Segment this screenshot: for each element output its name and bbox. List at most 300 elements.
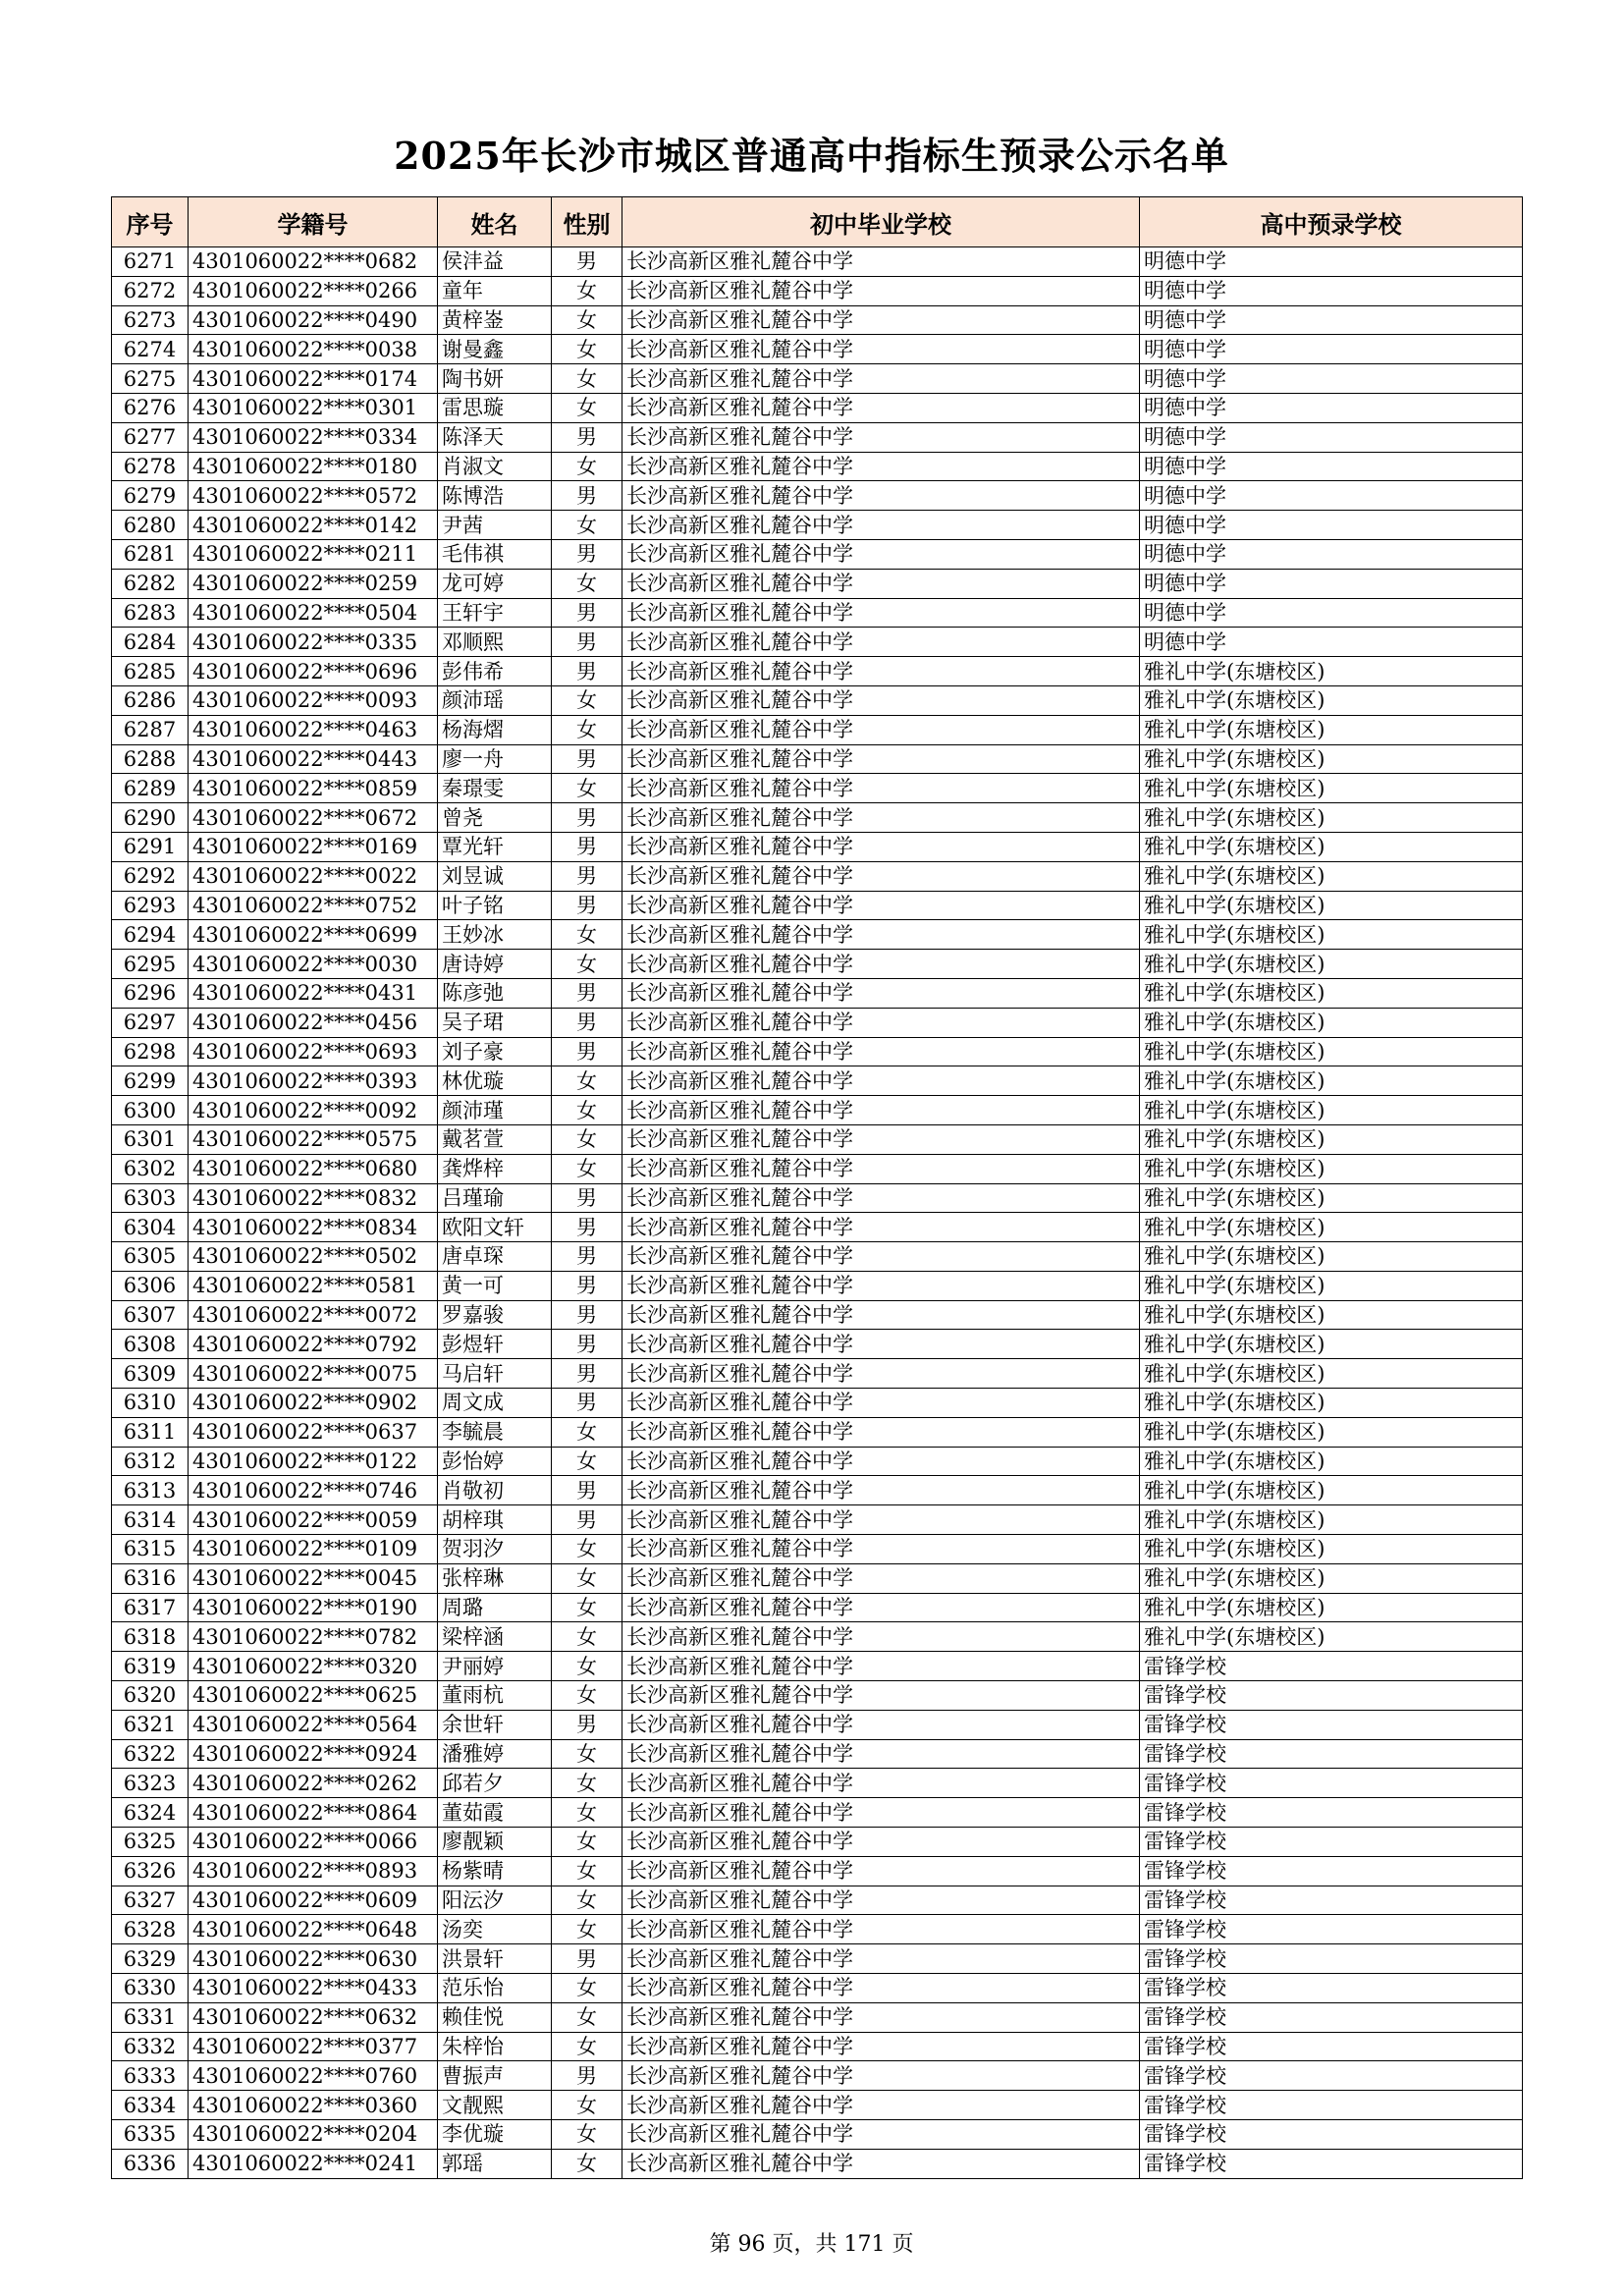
- cell-high-school: 雅礼中学(东塘校区): [1140, 861, 1523, 891]
- cell-student-id: 4301060022****0680: [189, 1154, 438, 1183]
- table-row: [112, 628, 1523, 657]
- cell-middle-school: 长沙高新区雅礼麓谷中学: [622, 452, 1140, 481]
- cell-high-school: 雅礼中学(东塘校区): [1140, 891, 1523, 920]
- cell-name: 曾尧: [438, 803, 552, 833]
- table-row: [112, 1359, 1523, 1389]
- cell-middle-school: 长沙高新区雅礼麓谷中学: [622, 1242, 1140, 1272]
- cell-name: 梁梓涵: [438, 1622, 552, 1652]
- admission-table: [111, 196, 1523, 2179]
- cell-gender: 女: [552, 1154, 622, 1183]
- table-row: [112, 1856, 1523, 1886]
- cell-gender: 女: [552, 1124, 622, 1154]
- cell-student-id: 4301060022****0672: [189, 803, 438, 833]
- cell-high-school: 雷锋学校: [1140, 1828, 1523, 1857]
- cell-name: 范乐怡: [438, 1974, 552, 2003]
- cell-name: 杨紫晴: [438, 1856, 552, 1886]
- cell-middle-school: 长沙高新区雅礼麓谷中学: [622, 803, 1140, 833]
- cell-serial: 6310: [112, 1389, 189, 1418]
- cell-high-school: 雷锋学校: [1140, 1769, 1523, 1798]
- cell-middle-school: 长沙高新区雅礼麓谷中学: [622, 393, 1140, 422]
- cell-gender: 女: [552, 2149, 622, 2178]
- cell-middle-school: 长沙高新区雅礼麓谷中学: [622, 2002, 1140, 2032]
- column-header: 初中毕业学校: [622, 197, 1140, 247]
- cell-gender: 男: [552, 481, 622, 511]
- cell-serial: 6316: [112, 1563, 189, 1593]
- cell-student-id: 4301060022****0637: [189, 1417, 438, 1447]
- cell-student-id: 4301060022****0266: [189, 276, 438, 305]
- cell-gender: 女: [552, 950, 622, 979]
- cell-serial: 6324: [112, 1798, 189, 1828]
- cell-middle-school: 长沙高新区雅礼麓谷中学: [622, 1798, 1140, 1828]
- cell-serial: 6323: [112, 1769, 189, 1798]
- table-row: [112, 1593, 1523, 1622]
- cell-middle-school: 长沙高新区雅礼麓谷中学: [622, 1213, 1140, 1242]
- cell-serial: 6308: [112, 1330, 189, 1359]
- cell-high-school: 明德中学: [1140, 422, 1523, 452]
- cell-middle-school: 长沙高新区雅礼麓谷中学: [622, 335, 1140, 364]
- cell-gender: 男: [552, 422, 622, 452]
- cell-high-school: 明德中学: [1140, 276, 1523, 305]
- cell-gender: 女: [552, 364, 622, 394]
- cell-serial: 6281: [112, 539, 189, 569]
- cell-high-school: 雅礼中学(东塘校区): [1140, 1096, 1523, 1125]
- cell-high-school: 雷锋学校: [1140, 1652, 1523, 1681]
- cell-gender: 男: [552, 1389, 622, 1418]
- cell-middle-school: 长沙高新区雅礼麓谷中学: [622, 774, 1140, 803]
- cell-serial: 6322: [112, 1739, 189, 1769]
- cell-gender: 男: [552, 891, 622, 920]
- cell-name: 罗嘉骏: [438, 1300, 552, 1330]
- cell-middle-school: 长沙高新区雅礼麓谷中学: [622, 1066, 1140, 1096]
- cell-middle-school: 长沙高新区雅礼麓谷中学: [622, 832, 1140, 861]
- cell-high-school: 雷锋学校: [1140, 1944, 1523, 1974]
- cell-name: 邱若夕: [438, 1769, 552, 1798]
- cell-middle-school: 长沙高新区雅礼麓谷中学: [622, 569, 1140, 598]
- cell-high-school: 明德中学: [1140, 539, 1523, 569]
- cell-high-school: 雅礼中学(东塘校区): [1140, 1183, 1523, 1213]
- table-row: [112, 1915, 1523, 1944]
- cell-student-id: 4301060022****0760: [189, 2061, 438, 2091]
- cell-middle-school: 长沙高新区雅礼麓谷中学: [622, 1476, 1140, 1505]
- cell-name: 龙可婷: [438, 569, 552, 598]
- cell-name: 王妙冰: [438, 920, 552, 950]
- cell-high-school: 雅礼中学(东塘校区): [1140, 657, 1523, 686]
- cell-middle-school: 长沙高新区雅礼麓谷中学: [622, 1330, 1140, 1359]
- cell-high-school: 雅礼中学(东塘校区): [1140, 1535, 1523, 1564]
- cell-gender: 女: [552, 1974, 622, 2003]
- cell-middle-school: 长沙高新区雅礼麓谷中学: [622, 891, 1140, 920]
- cell-serial: 6307: [112, 1300, 189, 1330]
- cell-gender: 男: [552, 247, 622, 277]
- cell-high-school: 雅礼中学(东塘校区): [1140, 1242, 1523, 1272]
- cell-middle-school: 长沙高新区雅礼麓谷中学: [622, 920, 1140, 950]
- cell-student-id: 4301060022****0320: [189, 1652, 438, 1681]
- table-row: [112, 1183, 1523, 1213]
- table-row: [112, 1008, 1523, 1037]
- cell-student-id: 4301060022****0211: [189, 539, 438, 569]
- cell-high-school: 雷锋学校: [1140, 1915, 1523, 1944]
- cell-serial: 6277: [112, 422, 189, 452]
- cell-high-school: 雅礼中学(东塘校区): [1140, 1447, 1523, 1476]
- table-row: [112, 950, 1523, 979]
- cell-serial: 6280: [112, 511, 189, 540]
- cell-high-school: 明德中学: [1140, 305, 1523, 335]
- table-row: [112, 2091, 1523, 2120]
- cell-gender: 女: [552, 1915, 622, 1944]
- cell-name: 李毓晨: [438, 1417, 552, 1447]
- column-header: 学籍号: [189, 197, 438, 247]
- cell-high-school: 雅礼中学(东塘校区): [1140, 1359, 1523, 1389]
- table-row: [112, 803, 1523, 833]
- cell-student-id: 4301060022****0433: [189, 1974, 438, 2003]
- cell-name: 彭怡婷: [438, 1447, 552, 1476]
- cell-name: 黄一可: [438, 1271, 552, 1300]
- table-row: [112, 978, 1523, 1008]
- cell-serial: 6286: [112, 685, 189, 715]
- cell-serial: 6301: [112, 1124, 189, 1154]
- cell-middle-school: 长沙高新区雅礼麓谷中学: [622, 1915, 1140, 1944]
- cell-student-id: 4301060022****0632: [189, 2002, 438, 2032]
- cell-serial: 6335: [112, 2120, 189, 2150]
- cell-serial: 6318: [112, 1622, 189, 1652]
- cell-middle-school: 长沙高新区雅礼麓谷中学: [622, 1622, 1140, 1652]
- cell-gender: 女: [552, 920, 622, 950]
- cell-high-school: 明德中学: [1140, 569, 1523, 598]
- table-row: [112, 1974, 1523, 2003]
- cell-serial: 6289: [112, 774, 189, 803]
- cell-gender: 女: [552, 1681, 622, 1711]
- cell-student-id: 4301060022****0463: [189, 715, 438, 744]
- cell-gender: 男: [552, 1710, 622, 1739]
- cell-middle-school: 长沙高新区雅礼麓谷中学: [622, 1389, 1140, 1418]
- cell-high-school: 雅礼中学(东塘校区): [1140, 715, 1523, 744]
- cell-gender: 男: [552, 978, 622, 1008]
- cell-student-id: 4301060022****0581: [189, 1271, 438, 1300]
- cell-serial: 6285: [112, 657, 189, 686]
- cell-gender: 女: [552, 335, 622, 364]
- table-row: [112, 539, 1523, 569]
- cell-name: 潘雅婷: [438, 1739, 552, 1769]
- table-row: [112, 1389, 1523, 1418]
- cell-serial: 6325: [112, 1828, 189, 1857]
- cell-middle-school: 长沙高新区雅礼麓谷中学: [622, 1710, 1140, 1739]
- cell-middle-school: 长沙高新区雅礼麓谷中学: [622, 2061, 1140, 2091]
- cell-name: 张梓琳: [438, 1563, 552, 1593]
- cell-name: 唐卓琛: [438, 1242, 552, 1272]
- cell-gender: 男: [552, 1944, 622, 1974]
- cell-name: 陈泽天: [438, 422, 552, 452]
- cell-middle-school: 长沙高新区雅礼麓谷中学: [622, 657, 1140, 686]
- cell-gender: 男: [552, 803, 622, 833]
- cell-middle-school: 长沙高新区雅礼麓谷中学: [622, 598, 1140, 628]
- cell-serial: 6287: [112, 715, 189, 744]
- cell-serial: 6320: [112, 1681, 189, 1711]
- cell-name: 肖淑文: [438, 452, 552, 481]
- table-row: [112, 1417, 1523, 1447]
- page-title: 2025年长沙市城区普通高中指标生预录公示名单: [394, 134, 1229, 178]
- cell-middle-school: 长沙高新区雅礼麓谷中学: [622, 1037, 1140, 1066]
- cell-name: 周璐: [438, 1593, 552, 1622]
- cell-student-id: 4301060022****0564: [189, 1710, 438, 1739]
- table-row: [112, 2120, 1523, 2150]
- cell-gender: 男: [552, 1008, 622, 1037]
- cell-student-id: 4301060022****0377: [189, 2032, 438, 2061]
- cell-gender: 女: [552, 1856, 622, 1886]
- cell-name: 彭煜轩: [438, 1330, 552, 1359]
- cell-middle-school: 长沙高新区雅礼麓谷中学: [622, 1739, 1140, 1769]
- cell-middle-school: 长沙高新区雅礼麓谷中学: [622, 1359, 1140, 1389]
- cell-middle-school: 长沙高新区雅礼麓谷中学: [622, 539, 1140, 569]
- cell-student-id: 4301060022****0204: [189, 2120, 438, 2150]
- table-row: [112, 1476, 1523, 1505]
- cell-student-id: 4301060022****0072: [189, 1300, 438, 1330]
- table-row: [112, 1710, 1523, 1739]
- cell-serial: 6328: [112, 1915, 189, 1944]
- cell-name: 余世轩: [438, 1710, 552, 1739]
- cell-middle-school: 长沙高新区雅礼麓谷中学: [622, 1124, 1140, 1154]
- table-row: [112, 511, 1523, 540]
- cell-middle-school: 长沙高新区雅礼麓谷中学: [622, 950, 1140, 979]
- cell-high-school: 雅礼中学(东塘校区): [1140, 1622, 1523, 1652]
- cell-name: 陶书妍: [438, 364, 552, 394]
- column-header: 高中预录学校: [1140, 197, 1523, 247]
- cell-student-id: 4301060022****0174: [189, 364, 438, 394]
- cell-middle-school: 长沙高新区雅礼麓谷中学: [622, 2120, 1140, 2150]
- cell-gender: 男: [552, 832, 622, 861]
- cell-student-id: 4301060022****0746: [189, 1476, 438, 1505]
- cell-name: 覃光轩: [438, 832, 552, 861]
- table-row: [112, 1154, 1523, 1183]
- table-row: [112, 1886, 1523, 1915]
- cell-student-id: 4301060022****0752: [189, 891, 438, 920]
- table-row: [112, 2002, 1523, 2032]
- cell-student-id: 4301060022****0572: [189, 481, 438, 511]
- cell-student-id: 4301060022****0122: [189, 1447, 438, 1476]
- cell-middle-school: 长沙高新区雅礼麓谷中学: [622, 1563, 1140, 1593]
- cell-high-school: 明德中学: [1140, 393, 1523, 422]
- cell-high-school: 雅礼中学(东塘校区): [1140, 832, 1523, 861]
- cell-high-school: 雷锋学校: [1140, 1710, 1523, 1739]
- cell-name: 董雨杭: [438, 1681, 552, 1711]
- cell-serial: 6300: [112, 1096, 189, 1125]
- cell-serial: 6294: [112, 920, 189, 950]
- cell-name: 尹丽婷: [438, 1652, 552, 1681]
- cell-gender: 女: [552, 685, 622, 715]
- table-row: [112, 1300, 1523, 1330]
- cell-serial: 6314: [112, 1505, 189, 1535]
- cell-middle-school: 长沙高新区雅礼麓谷中学: [622, 511, 1140, 540]
- cell-student-id: 4301060022****0045: [189, 1563, 438, 1593]
- cell-name: 侯沣益: [438, 247, 552, 277]
- cell-serial: 6284: [112, 628, 189, 657]
- cell-middle-school: 长沙高新区雅礼麓谷中学: [622, 305, 1140, 335]
- cell-student-id: 4301060022****0142: [189, 511, 438, 540]
- cell-high-school: 雅礼中学(东塘校区): [1140, 774, 1523, 803]
- cell-middle-school: 长沙高新区雅礼麓谷中学: [622, 1593, 1140, 1622]
- cell-student-id: 4301060022****0859: [189, 774, 438, 803]
- cell-serial: 6330: [112, 1974, 189, 2003]
- cell-student-id: 4301060022****0696: [189, 657, 438, 686]
- cell-middle-school: 长沙高新区雅礼麓谷中学: [622, 1096, 1140, 1125]
- cell-student-id: 4301060022****0066: [189, 1828, 438, 1857]
- cell-gender: 男: [552, 1330, 622, 1359]
- cell-name: 马启轩: [438, 1359, 552, 1389]
- table-row: [112, 657, 1523, 686]
- cell-gender: 女: [552, 1886, 622, 1915]
- cell-student-id: 4301060022****0648: [189, 1915, 438, 1944]
- cell-name: 谢曼鑫: [438, 335, 552, 364]
- cell-middle-school: 长沙高新区雅礼麓谷中学: [622, 1271, 1140, 1300]
- cell-middle-school: 长沙高新区雅礼麓谷中学: [622, 744, 1140, 774]
- table-row: [112, 364, 1523, 394]
- cell-gender: 女: [552, 1798, 622, 1828]
- cell-high-school: 雷锋学校: [1140, 2149, 1523, 2178]
- cell-middle-school: 长沙高新区雅礼麓谷中学: [622, 1652, 1140, 1681]
- cell-high-school: 明德中学: [1140, 364, 1523, 394]
- cell-student-id: 4301060022****0093: [189, 685, 438, 715]
- cell-gender: 女: [552, 1593, 622, 1622]
- cell-high-school: 雅礼中学(东塘校区): [1140, 1476, 1523, 1505]
- cell-gender: 男: [552, 598, 622, 628]
- cell-high-school: 明德中学: [1140, 511, 1523, 540]
- cell-student-id: 4301060022****0893: [189, 1856, 438, 1886]
- cell-student-id: 4301060022****0834: [189, 1213, 438, 1242]
- cell-serial: 6299: [112, 1066, 189, 1096]
- cell-middle-school: 长沙高新区雅礼麓谷中学: [622, 1183, 1140, 1213]
- cell-serial: 6302: [112, 1154, 189, 1183]
- cell-high-school: 雅礼中学(东塘校区): [1140, 1213, 1523, 1242]
- cell-student-id: 4301060022****0792: [189, 1330, 438, 1359]
- cell-student-id: 4301060022****0456: [189, 1008, 438, 1037]
- cell-student-id: 4301060022****0075: [189, 1359, 438, 1389]
- cell-student-id: 4301060022****0301: [189, 393, 438, 422]
- cell-serial: 6305: [112, 1242, 189, 1272]
- cell-serial: 6271: [112, 247, 189, 277]
- table-row: [112, 1739, 1523, 1769]
- cell-gender: 男: [552, 1213, 622, 1242]
- cell-student-id: 4301060022****0109: [189, 1535, 438, 1564]
- cell-middle-school: 长沙高新区雅礼麓谷中学: [622, 481, 1140, 511]
- cell-serial: 6292: [112, 861, 189, 891]
- table-row: [112, 774, 1523, 803]
- table-row: [112, 1622, 1523, 1652]
- cell-serial: 6298: [112, 1037, 189, 1066]
- cell-high-school: 雅礼中学(东塘校区): [1140, 978, 1523, 1008]
- cell-student-id: 4301060022****0575: [189, 1124, 438, 1154]
- cell-high-school: 雅礼中学(东塘校区): [1140, 1300, 1523, 1330]
- cell-high-school: 雷锋学校: [1140, 1856, 1523, 1886]
- cell-gender: 女: [552, 715, 622, 744]
- cell-student-id: 4301060022****0699: [189, 920, 438, 950]
- cell-gender: 女: [552, 276, 622, 305]
- cell-gender: 男: [552, 1271, 622, 1300]
- cell-high-school: 雅礼中学(东塘校区): [1140, 1154, 1523, 1183]
- cell-serial: 6283: [112, 598, 189, 628]
- cell-student-id: 4301060022****0262: [189, 1769, 438, 1798]
- cell-middle-school: 长沙高新区雅礼麓谷中学: [622, 2149, 1140, 2178]
- cell-high-school: 雷锋学校: [1140, 2120, 1523, 2150]
- table-row: [112, 481, 1523, 511]
- cell-serial: 6297: [112, 1008, 189, 1037]
- cell-student-id: 4301060022****0334: [189, 422, 438, 452]
- cell-serial: 6313: [112, 1476, 189, 1505]
- table-row: [112, 569, 1523, 598]
- cell-gender: 女: [552, 2120, 622, 2150]
- cell-high-school: 明德中学: [1140, 628, 1523, 657]
- cell-name: 汤奕: [438, 1915, 552, 1944]
- table-row: [112, 2032, 1523, 2061]
- cell-serial: 6321: [112, 1710, 189, 1739]
- cell-middle-school: 长沙高新区雅礼麓谷中学: [622, 1417, 1140, 1447]
- cell-name: 洪景轩: [438, 1944, 552, 1974]
- table-row: [112, 1944, 1523, 1974]
- table-row: [112, 1447, 1523, 1476]
- cell-student-id: 4301060022****0059: [189, 1505, 438, 1535]
- cell-high-school: 雷锋学校: [1140, 1739, 1523, 1769]
- cell-student-id: 4301060022****0490: [189, 305, 438, 335]
- cell-gender: 男: [552, 1242, 622, 1272]
- cell-high-school: 雅礼中学(东塘校区): [1140, 1417, 1523, 1447]
- cell-name: 董茹霞: [438, 1798, 552, 1828]
- cell-middle-school: 长沙高新区雅礼麓谷中学: [622, 2032, 1140, 2061]
- cell-gender: 女: [552, 1417, 622, 1447]
- cell-name: 龚烨梓: [438, 1154, 552, 1183]
- cell-gender: 女: [552, 393, 622, 422]
- cell-name: 叶子铭: [438, 891, 552, 920]
- table-row: [112, 1124, 1523, 1154]
- cell-gender: 男: [552, 1359, 622, 1389]
- cell-serial: 6306: [112, 1271, 189, 1300]
- cell-name: 郭瑶: [438, 2149, 552, 2178]
- table-row: [112, 920, 1523, 950]
- cell-serial: 6336: [112, 2149, 189, 2178]
- table-row: [112, 715, 1523, 744]
- cell-student-id: 4301060022****0169: [189, 832, 438, 861]
- table-row: [112, 2061, 1523, 2091]
- cell-high-school: 雷锋学校: [1140, 2091, 1523, 2120]
- cell-gender: 男: [552, 861, 622, 891]
- cell-high-school: 明德中学: [1140, 598, 1523, 628]
- cell-name: 彭伟希: [438, 657, 552, 686]
- cell-name: 胡梓琪: [438, 1505, 552, 1535]
- table-row: [112, 685, 1523, 715]
- table-row: [112, 1563, 1523, 1593]
- cell-high-school: 明德中学: [1140, 452, 1523, 481]
- table-row: [112, 335, 1523, 364]
- cell-serial: 6319: [112, 1652, 189, 1681]
- cell-middle-school: 长沙高新区雅礼麓谷中学: [622, 2091, 1140, 2120]
- cell-serial: 6279: [112, 481, 189, 511]
- cell-middle-school: 长沙高新区雅礼麓谷中学: [622, 1681, 1140, 1711]
- cell-name: 秦璟雯: [438, 774, 552, 803]
- cell-gender: 男: [552, 539, 622, 569]
- cell-high-school: 雅礼中学(东塘校区): [1140, 685, 1523, 715]
- cell-name: 陈彦弛: [438, 978, 552, 1008]
- table-body: [112, 247, 1523, 2179]
- cell-name: 雷思璇: [438, 393, 552, 422]
- cell-high-school: 明德中学: [1140, 247, 1523, 277]
- table-row: [112, 452, 1523, 481]
- cell-serial: 6327: [112, 1886, 189, 1915]
- table-row: [112, 422, 1523, 452]
- cell-student-id: 4301060022****0241: [189, 2149, 438, 2178]
- cell-gender: 男: [552, 1505, 622, 1535]
- cell-student-id: 4301060022****0609: [189, 1886, 438, 1915]
- table-row: [112, 1242, 1523, 1272]
- cell-student-id: 4301060022****0443: [189, 744, 438, 774]
- cell-student-id: 4301060022****0431: [189, 978, 438, 1008]
- cell-middle-school: 长沙高新区雅礼麓谷中学: [622, 1008, 1140, 1037]
